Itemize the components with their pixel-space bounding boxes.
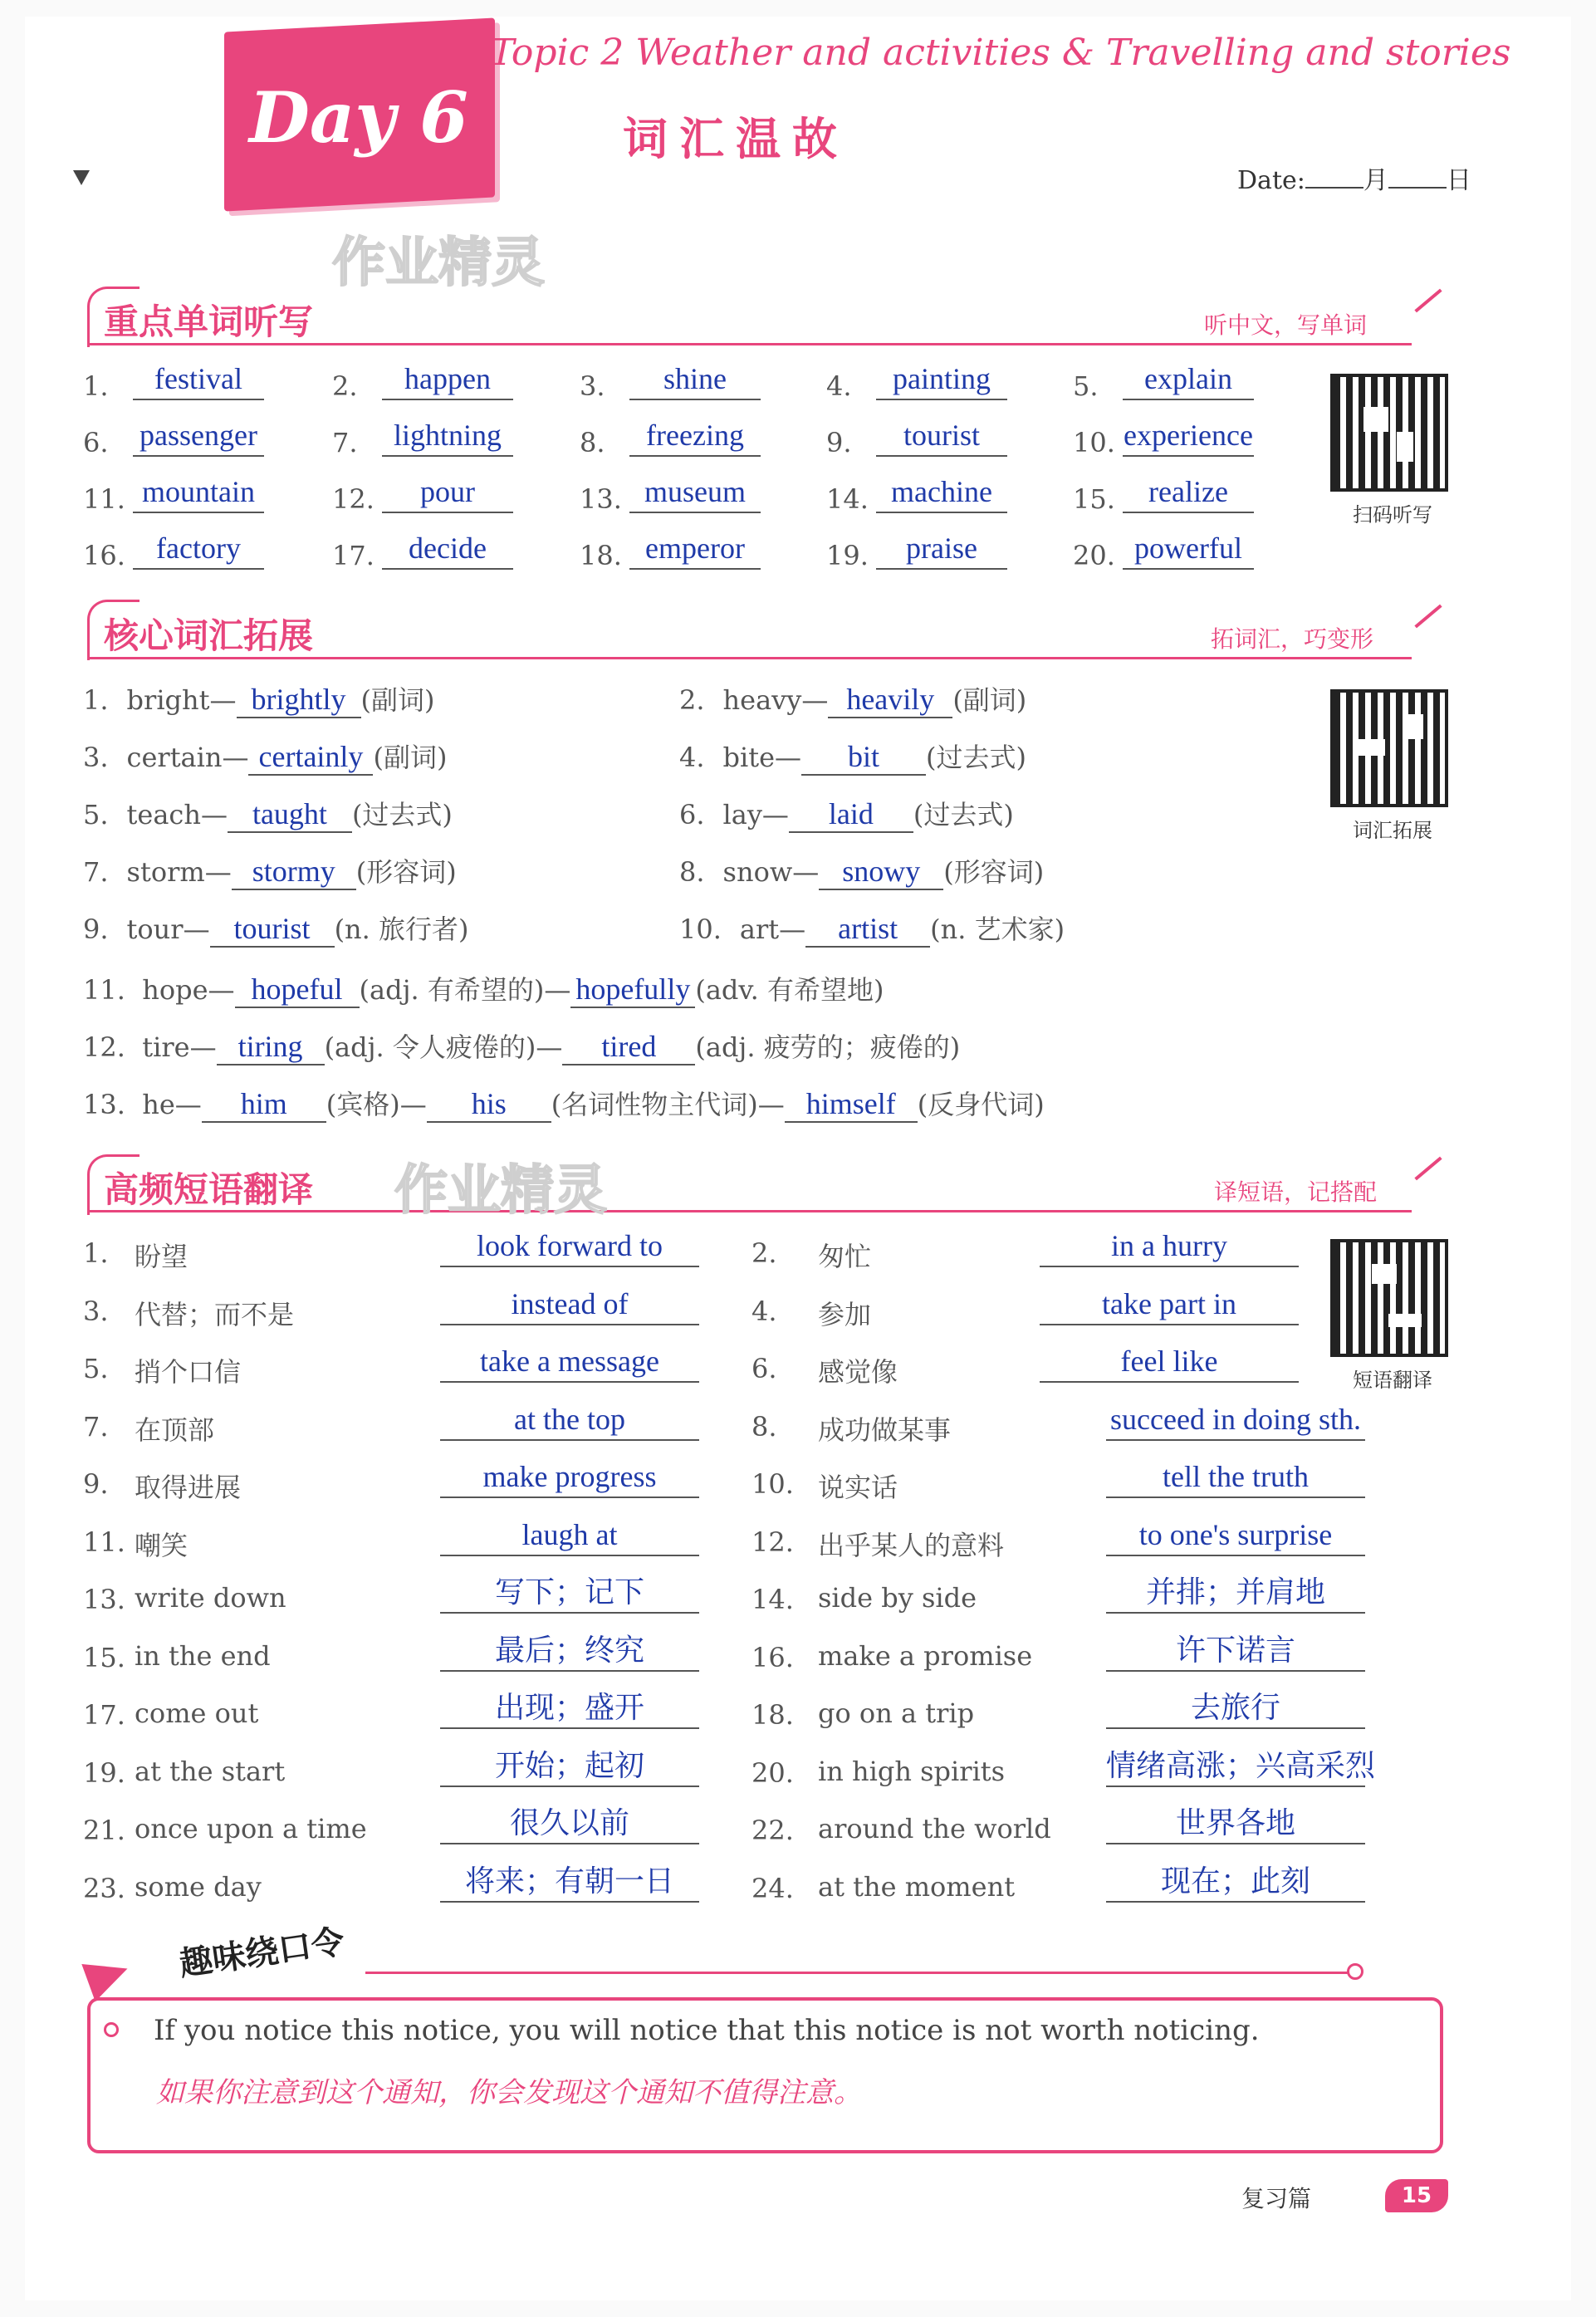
item-number: 14.	[826, 483, 869, 515]
section1-hint: 听中文，写单词	[1204, 311, 1368, 339]
topic-title: Topic 2 Weather and activities & Travelling and stories	[490, 32, 1511, 74]
phrase-prompt: side by side	[818, 1582, 977, 1614]
phrase-prompt: once upon a time	[135, 1813, 367, 1844]
phrase-prompt: 说实话	[818, 1472, 898, 1503]
twister-title: 趣味绕口令	[177, 1923, 347, 1984]
corner-arrow-icon	[73, 170, 90, 185]
dot-icon	[1347, 1963, 1363, 1980]
answer-blank[interactable]: tiring	[217, 1029, 325, 1065]
answer-blank[interactable]: take a message	[440, 1341, 699, 1383]
answer-blank[interactable]: 将来；有朝一日	[440, 1861, 699, 1903]
answer-blank[interactable]: hopeful	[235, 972, 360, 1008]
date-label: Date:	[1237, 166, 1305, 195]
page-number: 15	[1385, 2179, 1448, 2212]
phrase-prompt: 感觉像	[818, 1356, 898, 1388]
phrase-prompt: write down	[135, 1582, 286, 1614]
page-subtitle: 词汇温故	[623, 113, 849, 165]
expansion-row	[679, 679, 1026, 718]
answer-blank[interactable]: heavily	[828, 682, 952, 718]
item-number: 23.	[83, 1873, 125, 1904]
answer-blank[interactable]: look forward to	[440, 1226, 699, 1267]
answer-blank[interactable]: factory	[133, 528, 264, 570]
answer-blank[interactable]: lightning	[382, 415, 513, 457]
answer-blank[interactable]: 世界各地	[1106, 1803, 1365, 1844]
section2-title: 核心词汇拓展	[104, 615, 314, 656]
item-number: 12.	[332, 483, 375, 515]
item-number: 7.	[332, 427, 358, 458]
section1-divider	[87, 343, 1412, 345]
item-number: 3.	[83, 1296, 109, 1327]
answer-blank[interactable]: 写下；记下	[440, 1572, 699, 1614]
item-number: 10.	[751, 1468, 794, 1500]
qr-code-icon	[1330, 689, 1448, 807]
answer-blank[interactable]: stormy	[232, 854, 356, 890]
item-number: 9.	[83, 914, 109, 945]
expansion-row	[83, 851, 457, 890]
phrase-prompt: in high spirits	[818, 1756, 1006, 1787]
phrase-prompt: 参加	[818, 1299, 872, 1330]
word-form-note: (副词)	[373, 742, 448, 773]
item-number: 2.	[751, 1237, 777, 1269]
phrase-prompt: 在顶部	[135, 1414, 215, 1446]
answer-blank[interactable]: certainly	[248, 739, 373, 776]
answer-blank[interactable]: tell the truth	[1106, 1457, 1365, 1498]
item-number: 15.	[83, 1642, 125, 1673]
phrase-prompt: 匆忙	[818, 1241, 872, 1272]
word-form-note: (副词)	[360, 684, 435, 716]
item-number: 10.	[1073, 427, 1115, 458]
phrase-prompt: in the end	[135, 1640, 271, 1672]
footer-label: 复习篇	[1241, 2185, 1312, 2212]
answer-blank[interactable]: brightly	[237, 682, 361, 718]
answer-blank[interactable]: artist	[805, 911, 930, 948]
answer-blank[interactable]: tourist	[210, 911, 335, 948]
item-number: 3.	[83, 742, 109, 773]
phrase-prompt: 盼望	[135, 1241, 188, 1272]
answer-blank[interactable]: 现在；此刻	[1106, 1861, 1365, 1903]
answer-blank[interactable]: tired	[562, 1029, 695, 1065]
answer-blank[interactable]: museum	[629, 472, 761, 513]
item-number: 11.	[83, 483, 125, 515]
word-stem: tour—	[126, 914, 210, 945]
answer-blank[interactable]: 情绪高涨；兴高采烈	[1106, 1746, 1365, 1787]
item-number: 6.	[83, 427, 109, 458]
item-number: 1.	[83, 370, 109, 402]
word-form-note: (n. 旅行者)	[334, 914, 469, 945]
qr-code-icon	[1330, 374, 1448, 492]
phrase-prompt: go on a trip	[818, 1697, 975, 1729]
expansion-row-12: 12. tire— tiring (adj. 令人疲倦的)— tired (adj. 疲劳的；疲倦的)	[83, 1026, 960, 1065]
item-number: 16.	[83, 540, 125, 571]
expansion-row	[679, 794, 1014, 833]
phrase-prompt: some day	[135, 1871, 262, 1903]
answer-blank[interactable]: explain	[1123, 359, 1254, 400]
expansion-row	[679, 909, 1065, 948]
item-number: 3.	[580, 370, 605, 402]
word-form-note: (n. 艺术家)	[930, 914, 1065, 945]
word-stem: teach—	[126, 799, 228, 830]
item-number: 4.	[826, 370, 852, 402]
expansion-row-13: 13. he— him (宾格)— his (名词性物主代词)— himself (反身代词)	[83, 1084, 1045, 1123]
item-number: 21.	[83, 1815, 125, 1846]
section3-divider	[87, 1210, 1412, 1212]
item-number: 8.	[679, 856, 705, 888]
item-number: 12.	[751, 1526, 794, 1558]
item-number: 5.	[83, 799, 109, 830]
answer-blank[interactable]: decide	[382, 528, 513, 570]
answer-blank[interactable]: 出现；盛开	[440, 1688, 699, 1729]
section1-qr-label: 扫码听写	[1353, 503, 1432, 527]
twister-english: If you notice this notice, you will notice that this notice is not worth noticing.	[154, 2014, 1260, 2047]
word-stem: bright—	[126, 684, 237, 716]
section1-title: 重点单词听写	[104, 301, 314, 342]
answer-blank[interactable]: 去旅行	[1106, 1688, 1365, 1729]
answer-blank[interactable]: 许下诺言	[1106, 1630, 1365, 1672]
item-number: 13.	[83, 1584, 125, 1615]
phrase-prompt: at the start	[135, 1756, 286, 1787]
word-stem: certain—	[126, 742, 249, 773]
dot-icon	[104, 2022, 119, 2037]
answer-blank[interactable]: 最后；终究	[440, 1630, 699, 1672]
answer-blank[interactable]: freezing	[629, 415, 761, 457]
phrase-prompt: at the moment	[818, 1871, 1016, 1903]
item-number: 9.	[826, 427, 852, 458]
phrase-prompt: 代替；而不是	[135, 1299, 295, 1330]
answer-blank[interactable]: in a hurry	[1040, 1226, 1299, 1267]
answer-blank[interactable]: feel like	[1040, 1341, 1299, 1383]
item-number: 6.	[679, 799, 705, 830]
answer-blank[interactable]: hopefully	[570, 972, 695, 1008]
item-number: 18.	[751, 1699, 794, 1731]
item-number: 19.	[83, 1757, 125, 1789]
answer-blank[interactable]: festival	[133, 359, 264, 400]
item-number: 14.	[751, 1584, 794, 1615]
item-number: 11.	[83, 1526, 125, 1558]
word-form-note: (形容词)	[943, 856, 1045, 888]
qr-code-icon	[1330, 1239, 1448, 1357]
answer-blank[interactable]: emperor	[629, 528, 761, 570]
item-number: 10.	[679, 914, 722, 945]
twister-line	[365, 1972, 1349, 1974]
phrase-prompt: 出乎某人的意料	[818, 1530, 1005, 1561]
word-form-note: (过去式)	[926, 742, 1027, 773]
answer-blank[interactable]: mountain	[133, 472, 264, 513]
phrase-prompt: 嘲笑	[135, 1530, 188, 1561]
item-number: 1.	[83, 1237, 109, 1269]
date-month: 月	[1363, 166, 1388, 195]
answer-blank[interactable]: make progress	[440, 1457, 699, 1498]
expansion-row	[83, 909, 469, 948]
answer-blank[interactable]: 并排；并肩地	[1106, 1572, 1365, 1614]
expansion-row	[679, 851, 1044, 890]
section2-qr-label: 词汇拓展	[1353, 819, 1432, 842]
expansion-row	[83, 737, 447, 776]
expansion-row-11: 11. hope— hopeful (adj. 有希望的)— hopefully (adv. 有希望地)	[83, 969, 884, 1008]
expansion-row	[679, 737, 1026, 776]
section3-title: 高频短语翻译	[104, 1169, 314, 1210]
answer-blank[interactable]: praise	[876, 528, 1007, 570]
answer-blank[interactable]: experience	[1123, 415, 1254, 457]
word-form-note: (过去式)	[351, 799, 453, 830]
item-number: 13.	[580, 483, 622, 515]
phrase-prompt: 取得进展	[135, 1472, 242, 1503]
phrase-prompt: come out	[135, 1697, 259, 1729]
word-stem: snow—	[722, 856, 820, 888]
answer-blank[interactable]: taught	[228, 796, 352, 833]
phrase-prompt: around the world	[818, 1813, 1051, 1844]
section3-hint: 译短语，记搭配	[1214, 1178, 1378, 1206]
answer-blank[interactable]: shine	[629, 359, 761, 400]
answer-blank[interactable]: realize	[1123, 472, 1254, 513]
date-day: 日	[1446, 166, 1471, 195]
item-number: 6.	[751, 1353, 777, 1384]
answer-blank[interactable]: snowy	[819, 854, 943, 890]
answer-blank[interactable]: succeed in doing sth.	[1106, 1399, 1365, 1441]
phrase-prompt: 成功做某事	[818, 1414, 952, 1446]
watermark: 作业精灵	[332, 233, 545, 294]
item-number: 8.	[580, 427, 605, 458]
word-form-note: (副词)	[952, 684, 1027, 716]
answer-blank[interactable]: take part in	[1040, 1284, 1299, 1325]
item-number: 4.	[679, 742, 705, 773]
answer-blank[interactable]: him	[202, 1086, 326, 1123]
item-number: 5.	[83, 1353, 109, 1384]
date-field	[1237, 159, 1471, 196]
item-number: 2.	[332, 370, 358, 402]
item-number: 1.	[83, 684, 109, 716]
word-form-note: (形容词)	[355, 856, 457, 888]
answer-blank[interactable]: happen	[382, 359, 513, 400]
twister-chinese: 如果你注意到这个通知，你会发现这个通知不值得注意。	[156, 2076, 862, 2109]
item-number: 20.	[1073, 540, 1115, 571]
item-number: 16.	[751, 1642, 794, 1673]
answer-blank[interactable]: to one's surprise	[1106, 1515, 1365, 1556]
item-number: 5.	[1073, 370, 1099, 402]
word-stem: lay—	[722, 799, 789, 830]
item-number: 22.	[751, 1815, 794, 1846]
answer-blank[interactable]: laugh at	[440, 1515, 699, 1556]
answer-blank[interactable]: pour	[382, 472, 513, 513]
watermark: 作业精灵	[394, 1160, 607, 1222]
answer-blank[interactable]: himself	[785, 1086, 918, 1123]
item-number: 17.	[332, 540, 375, 571]
item-number: 2.	[679, 684, 705, 716]
answer-blank[interactable]: painting	[876, 359, 1007, 400]
item-number: 9.	[83, 1468, 109, 1500]
section3-qr-label: 短语翻译	[1353, 1369, 1432, 1392]
phrase-prompt: make a promise	[818, 1640, 1033, 1672]
answer-blank[interactable]: powerful	[1123, 528, 1254, 570]
item-number: 18.	[580, 540, 622, 571]
answer-blank[interactable]: instead of	[440, 1284, 699, 1325]
answer-blank[interactable]: 很久以前	[440, 1803, 699, 1844]
item-number: 17.	[83, 1699, 125, 1731]
answer-blank[interactable]: bit	[801, 739, 926, 776]
expansion-row	[83, 679, 434, 718]
item-number: 20.	[751, 1757, 794, 1789]
answer-blank[interactable]: 开始；起初	[440, 1746, 699, 1787]
answer-blank[interactable]: passenger	[133, 415, 264, 457]
section2-divider	[87, 657, 1412, 659]
item-number: 24.	[751, 1873, 794, 1904]
word-stem: bite—	[722, 742, 802, 773]
day-label: Day 6	[249, 76, 468, 159]
item-number: 19.	[826, 540, 869, 571]
answer-blank[interactable]: laid	[789, 796, 913, 833]
answer-blank[interactable]: machine	[876, 472, 1007, 513]
word-stem: art—	[739, 914, 806, 945]
word-stem: heavy—	[722, 684, 829, 716]
item-number: 8.	[751, 1411, 777, 1443]
answer-blank[interactable]: tourist	[876, 415, 1007, 457]
word-stem: storm—	[126, 856, 232, 888]
item-number: 4.	[751, 1296, 777, 1327]
answer-blank[interactable]: at the top	[440, 1399, 699, 1441]
item-number: 7.	[83, 1411, 109, 1443]
item-number: 7.	[83, 856, 109, 888]
phrase-prompt: 捎个口信	[135, 1356, 242, 1388]
word-form-note: (过去式)	[913, 799, 1014, 830]
section2-hint: 拓词汇，巧变形	[1211, 625, 1374, 653]
answer-blank[interactable]: his	[427, 1086, 551, 1123]
item-number: 15.	[1073, 483, 1115, 515]
expansion-row	[83, 794, 453, 833]
